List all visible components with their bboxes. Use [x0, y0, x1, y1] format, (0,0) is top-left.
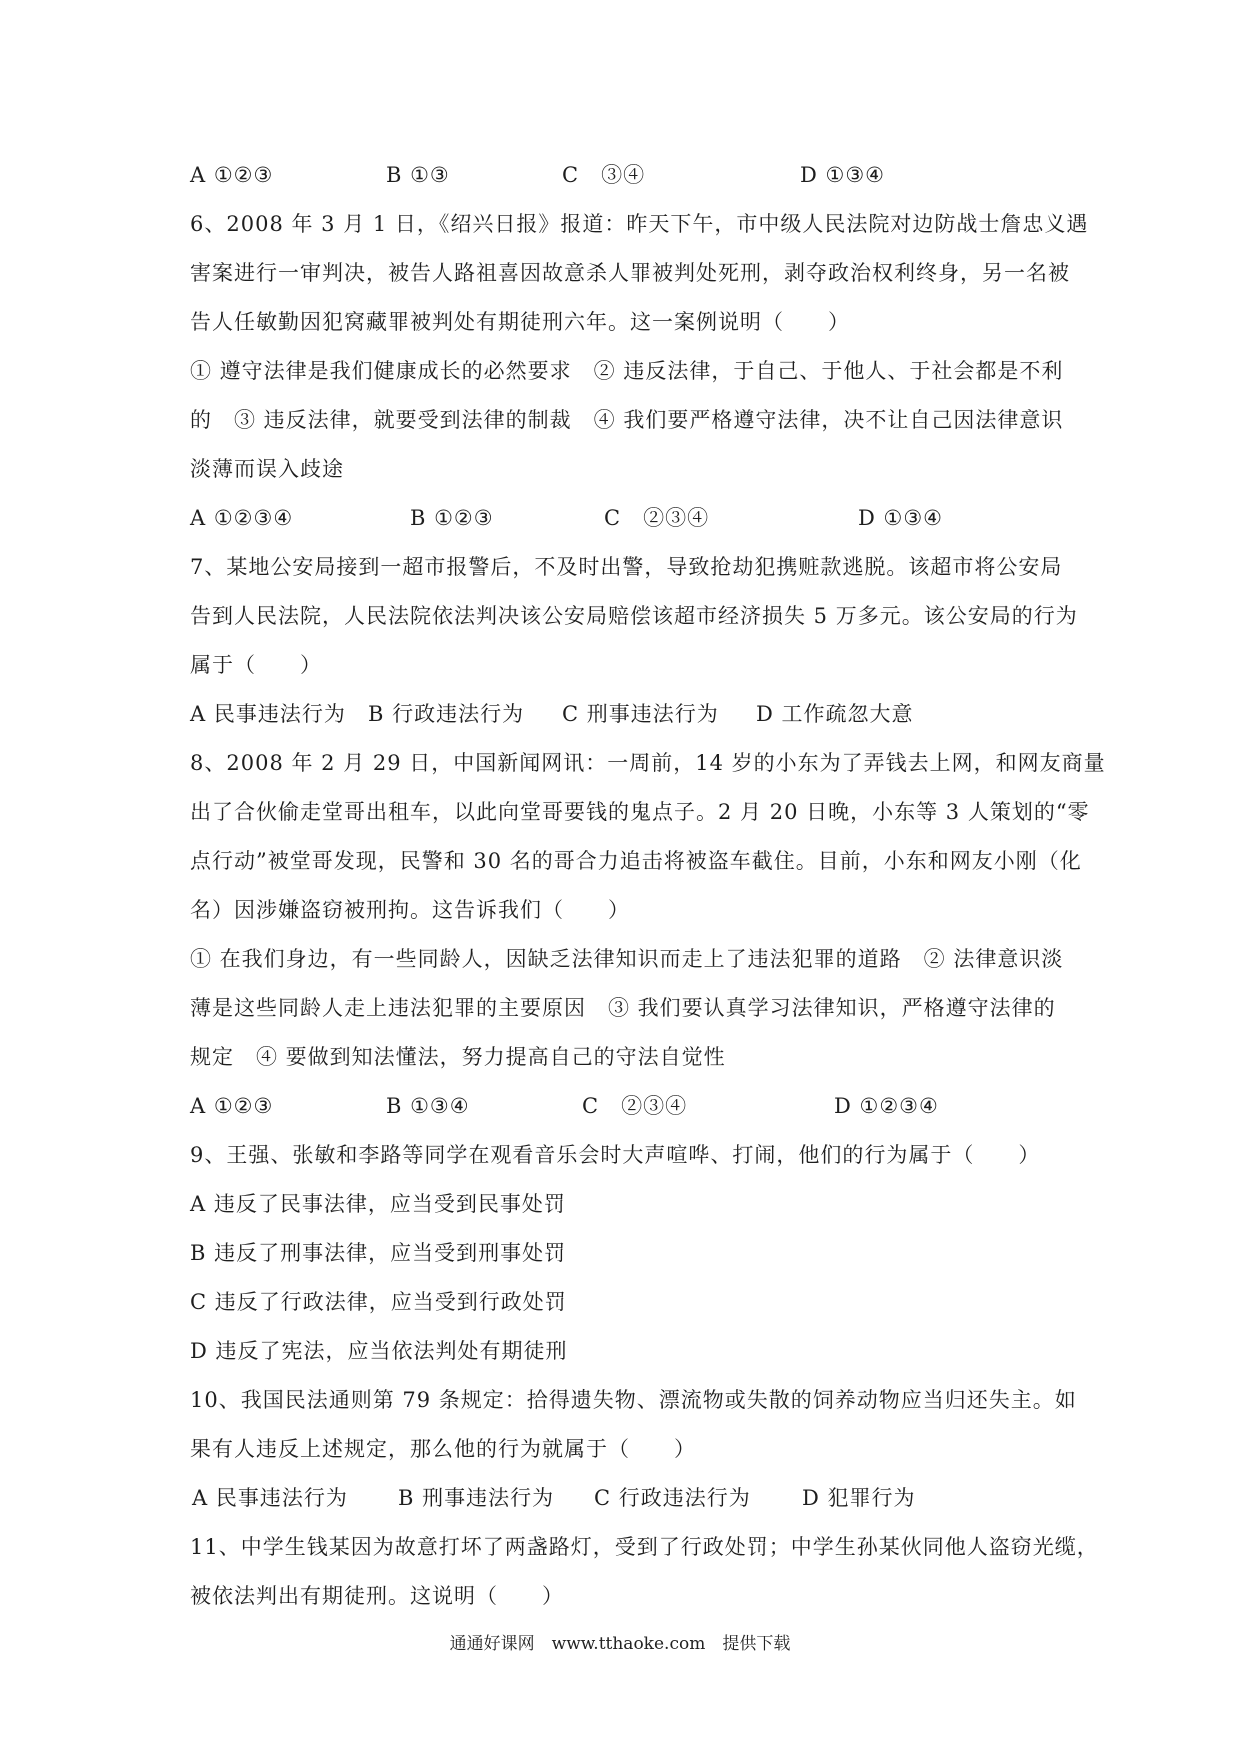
- q8-option-a: A ①②③: [190, 1094, 274, 1118]
- page-footer: 通通好课网 www.tthaoke.com 提供下载: [449, 1634, 791, 1654]
- q6-option-a: A ①②③④: [190, 506, 294, 530]
- q9-stem-line: 9、王强、张敏和李路等同学在观看音乐会时大声喧哗、打闹，他们的行为属于（ ）: [190, 1143, 1041, 1167]
- q5-option-c: C ③④: [562, 163, 646, 187]
- q8-stem-line: 点行动”被堂哥发现，民警和 30 名的哥合力追击将被盗车截住。目前，小东和网友小刚（化: [190, 849, 1082, 873]
- q7-stem-line: 7、某地公安局接到一超市报警后，不及时出警，导致抢劫犯携赃款逃脱。该超市将公安局: [190, 555, 1063, 579]
- q6-statements-line: ① 遵守法律是我们健康成长的必然要求 ② 违反法律，于自己、于他人、于社会都是不利: [190, 359, 1064, 383]
- q8-stem-line: 8、2008 年 2 月 29 日，中国新闻网讯：一周前，14 岁的小东为了弄钱去上网，和网友商量: [190, 751, 1106, 775]
- q10-option-b: B 刑事违法行为: [398, 1486, 555, 1510]
- q5-option-d: D ①③④: [800, 163, 885, 187]
- q11-stem-line: 11、中学生钱某因为故意打坏了两盏路灯，受到了行政处罚；中学生孙某伙同他人盗窃光缆，: [190, 1535, 1099, 1559]
- q10-option-c: C 行政违法行为: [594, 1486, 751, 1510]
- q6-option-b: B ①②③: [410, 506, 494, 530]
- q6-statements-line: 的 ③ 违反法律，就要受到法律的制裁 ④ 我们要严格遵守法律，决不让自己因法律意识: [190, 408, 1064, 432]
- q6-stem-line: 6、2008 年 3 月 1 日，《绍兴日报》报道：昨天下午，市中级人民法院对边防战士詹忠义遇: [190, 212, 1089, 236]
- q8-statements-line: ① 在我们身边，有一些同龄人，因缺乏法律知识而走上了违法犯罪的道路 ② 法律意识淡: [190, 947, 1064, 971]
- q6-statements-line: 淡薄而误入歧途: [190, 457, 344, 481]
- q8-statements-line: 规定 ④ 要做到知法懂法，努力提高自己的守法自觉性: [190, 1045, 726, 1069]
- q10-option-d: D 犯罪行为: [802, 1486, 916, 1510]
- q8-option-d: D ①②③④: [834, 1094, 939, 1118]
- q9-option-b: B 违反了刑事法律，应当受到刑事处罚: [190, 1241, 567, 1265]
- q10-option-a: A 民事违法行为: [192, 1486, 348, 1510]
- q6-stem-line: 告人任敏勤因犯窝藏罪被判处有期徒刑六年。这一案例说明（ ）: [190, 310, 850, 334]
- q5-option-a: A ①②③: [190, 163, 274, 187]
- q9-option-a: A 违反了民事法律，应当受到民事处罚: [190, 1192, 566, 1216]
- q10-stem-line: 果有人违反上述规定，那么他的行为就属于（ ）: [190, 1437, 696, 1461]
- q5-option-b: B ①③: [386, 163, 450, 187]
- q11-stem-line: 被依法判出有期徒刑。这说明（ ）: [190, 1584, 564, 1608]
- q9-option-c: C 违反了行政法律，应当受到行政处罚: [190, 1290, 567, 1314]
- q8-stem-line: 出了合伙偷走堂哥出租车，以此向堂哥要钱的鬼点子。2 月 20 日晚，小东等 3 人策划的“零: [190, 800, 1090, 824]
- q7-stem-line: 告到人民法院，人民法院依法判决该公安局赔偿该超市经济损失 5 万多元。该公安局的行为: [190, 604, 1078, 628]
- q8-option-c: C ②③④: [582, 1094, 688, 1118]
- q7-stem-line: 属于（ ）: [190, 653, 322, 677]
- q8-stem-line: 名）因涉嫌盗窃被刑拘。这告诉我们（ ）: [190, 898, 630, 922]
- q9-option-d: D 违反了宪法，应当依法判处有期徒刑: [190, 1339, 568, 1363]
- q7-option-a: A 民事违法行为: [190, 702, 346, 726]
- q7-option-c: C 刑事违法行为: [562, 702, 719, 726]
- q8-option-b: B ①③④: [386, 1094, 470, 1118]
- q10-stem-line: 10、我国民法通则第 79 条规定：拾得遗失物、漂流物或失散的饲养动物应当归还失主。如: [190, 1388, 1077, 1412]
- q6-option-d: D ①③④: [858, 506, 943, 530]
- q6-stem-line: 害案进行一审判决，被告人路祖喜因故意杀人罪被判处死刑，剥夺政治权利终身，另一名被: [190, 261, 1070, 285]
- q7-option-b: B 行政违法行为: [368, 702, 525, 726]
- q7-option-d: D 工作疏忽大意: [756, 702, 914, 726]
- q8-statements-line: 薄是这些同龄人走上违法犯罪的主要原因 ③ 我们要认真学习法律知识，严格遵守法律的: [190, 996, 1056, 1020]
- q6-option-c: C ②③④: [604, 506, 710, 530]
